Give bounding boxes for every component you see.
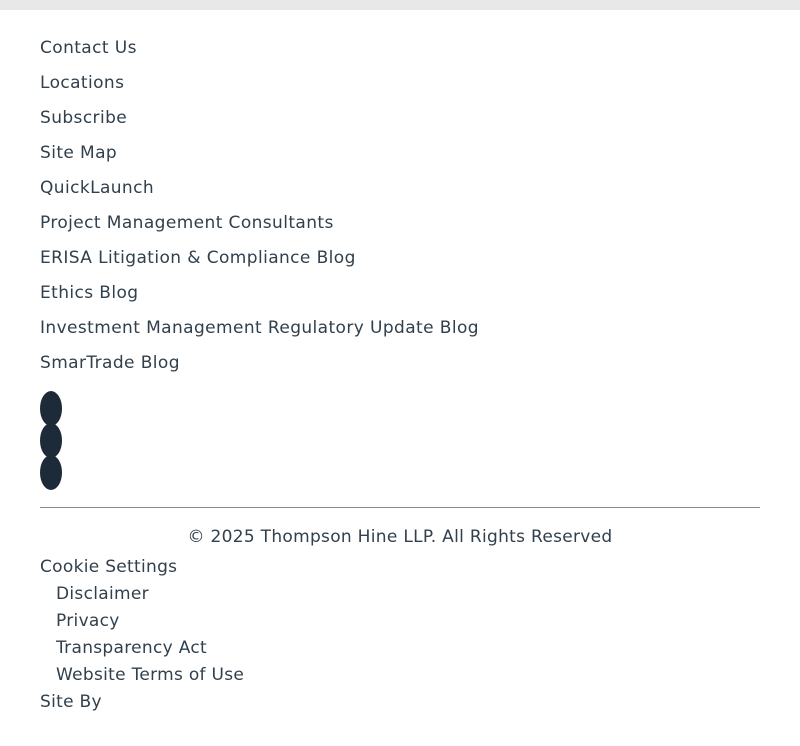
social-icons [40, 391, 62, 490]
legal-link-disclaimer[interactable]: Disclaimer [56, 584, 149, 604]
legal-link-privacy[interactable]: Privacy [56, 611, 120, 631]
social-link-3[interactable] [40, 455, 62, 490]
footer-link-locations[interactable]: Locations [40, 73, 125, 93]
social-circle-icon-1 [40, 391, 62, 426]
social-circle-icon-3 [40, 455, 62, 490]
footer-link-project-management-consultants[interactable]: Project Management Consultants [40, 213, 334, 233]
legal-links [40, 554, 760, 716]
social-link-1[interactable] [40, 391, 62, 426]
legal-link-website-terms-of-use[interactable]: Website Terms of Use [56, 665, 245, 685]
legal-link-transparency-act[interactable]: Transparency Act [56, 638, 207, 658]
copyright-text: © 2025 Thompson Hine LLP. All Rights Reserved [187, 527, 613, 547]
footer-nav [40, 31, 760, 381]
social-link-2[interactable] [40, 423, 62, 458]
top-strip [0, 0, 800, 10]
footer-divider [40, 507, 760, 508]
footer-link-contact-us[interactable]: Contact Us [40, 38, 137, 58]
footer-link-site-map[interactable]: Site Map [40, 143, 118, 163]
footer-link-smartrade-blog[interactable]: SmarTrade Blog [40, 353, 180, 373]
footer-link-subscribe[interactable]: Subscribe [40, 108, 128, 128]
legal-link-cookie-settings[interactable]: Cookie Settings [40, 557, 178, 577]
footer-link-ethics-blog[interactable]: Ethics Blog [40, 283, 139, 303]
legal-link-site-by[interactable]: Site By [40, 692, 102, 712]
site-footer [0, 10, 800, 716]
footer-link-investment-management-regulatory-update-blog[interactable]: Investment Management Regulatory Update Blog [40, 318, 479, 338]
footer-link-erisa-litigation-compliance-blog[interactable]: ERISA Litigation & Compliance Blog [40, 248, 356, 268]
footer-link-quicklaunch[interactable]: QuickLaunch [40, 178, 155, 198]
social-circle-icon-2 [40, 423, 62, 458]
